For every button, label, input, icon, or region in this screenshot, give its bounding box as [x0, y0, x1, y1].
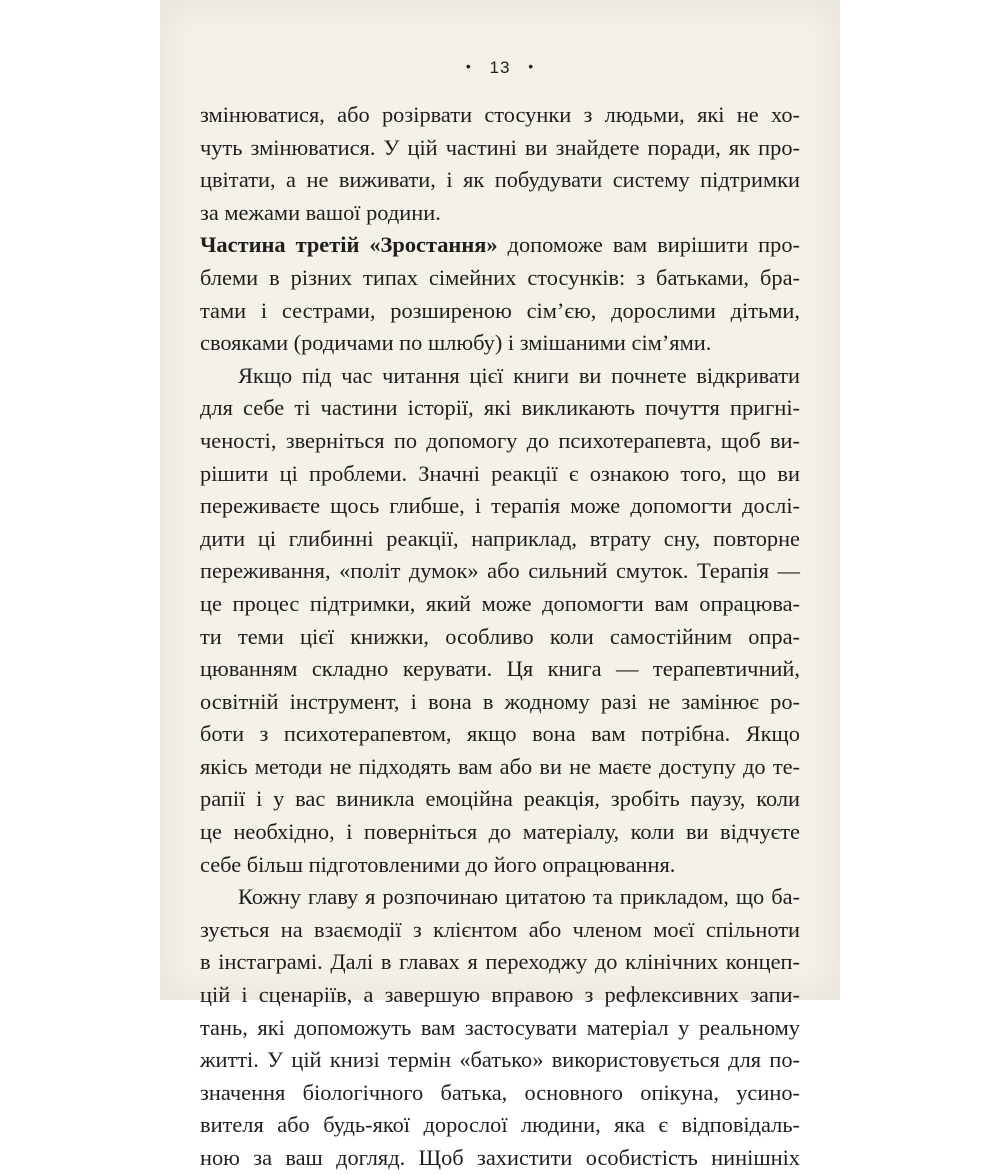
text-line: ною за ваш догляд. Щоб захистити особистість нинішніх	[200, 1145, 800, 1170]
section-title: Частина третій «Зростання»	[200, 232, 498, 258]
text-line: тами і сестрами, розширеною сім’єю, дорослими дітьми,	[200, 297, 800, 323]
book-page	[160, 0, 840, 1170]
text-line: для себе ті частини історії, які викликають почуття пригні-	[200, 395, 800, 421]
text-line: ти теми цієї книжки, особливо коли самостійним опра-	[200, 623, 800, 649]
page-number: 13	[489, 58, 511, 77]
text-line: зується на взаємодії з клієнтом або членом моєї спільноти	[200, 916, 800, 942]
text-line: вителя або будь-якої дорослої людини, яка є відповідаль-	[200, 1112, 800, 1138]
text-line: ченості, зверніться по допомогу до психотерапевта, щоб ви-	[200, 427, 800, 453]
text-line: блеми в різних типах сімейних стосунків: з батьками, бра-	[200, 264, 800, 290]
text-line: Частина третій «Зростання» допоможе вам вирішити про-	[200, 232, 801, 258]
text-line: Кожну главу я розпочинаю цитатою та прикладом, що ба-	[238, 884, 800, 910]
text-line: тань, які допоможуть вам застосувати матеріал у реальному	[200, 1014, 800, 1040]
text-line: дити ці глибинні реакції, наприклад, втрату сну, повторне	[200, 525, 800, 551]
text-line: значення біологічного батька, основного опікуна, усино-	[200, 1079, 800, 1105]
text-line: переживаєте щось глибше, і терапія може допомогти дослі-	[200, 493, 800, 519]
text-line: себе більш підготовленими до його опрацювання.	[200, 851, 676, 877]
text-line: чуть змінюватися. У цій частині ви знайдете поради, як про-	[200, 134, 800, 160]
header-bullet-left: •	[465, 58, 472, 74]
body-text	[200, 99, 800, 1175]
text-line: якісь методи не підходять вам або ви не маєте доступу до те-	[200, 753, 800, 779]
text-line: рішити ці проблеми. Значні реакції є ознакою того, що ви	[200, 460, 800, 486]
text-line: боти з психотерапевтом, якщо вона вам потрібна. Якщо	[200, 721, 800, 747]
text-line: освітній інструмент, і вона в жодному разі не замінює ро-	[200, 688, 800, 714]
page-header	[160, 58, 840, 78]
text-line: свояками (родичами по шлюбу) і змішаними сім’ями.	[200, 330, 712, 356]
text-line: змінюватися, або розірвати стосунки з людьми, які не хо-	[200, 102, 800, 127]
text-line: Якщо під час читання цієї книги ви почнете відкривати	[238, 362, 800, 388]
text-line: переживання, «політ думок» або сильний смуток. Терапія —	[200, 558, 800, 584]
text-line: житті. У цій книзі термін «батько» використовується для по-	[200, 1047, 800, 1073]
text-line: цій і сценаріїв, а завершую вправою з рефлексивних запи-	[200, 982, 800, 1008]
text-line: це процес підтримки, який може допомогти вам опрацюва-	[200, 590, 800, 616]
text-line: рапії і у вас виникла емоційна реакція, зробіть паузу, коли	[200, 786, 800, 812]
text-line: за межами вашої родини.	[200, 199, 441, 225]
header-bullet-right: •	[528, 58, 535, 74]
text-line: це необхідно, і поверніться до матеріалу, коли ви відчуєте	[200, 819, 800, 845]
text-line: цюванням складно керувати. Ця книга — терапевтичний,	[200, 656, 800, 682]
text-line: цвітати, а не виживати, і як побудувати систему підтримки	[200, 167, 800, 193]
text-line: в інстаграмі. Далі в главах я переходжу до клінічних концеп-	[200, 949, 800, 975]
